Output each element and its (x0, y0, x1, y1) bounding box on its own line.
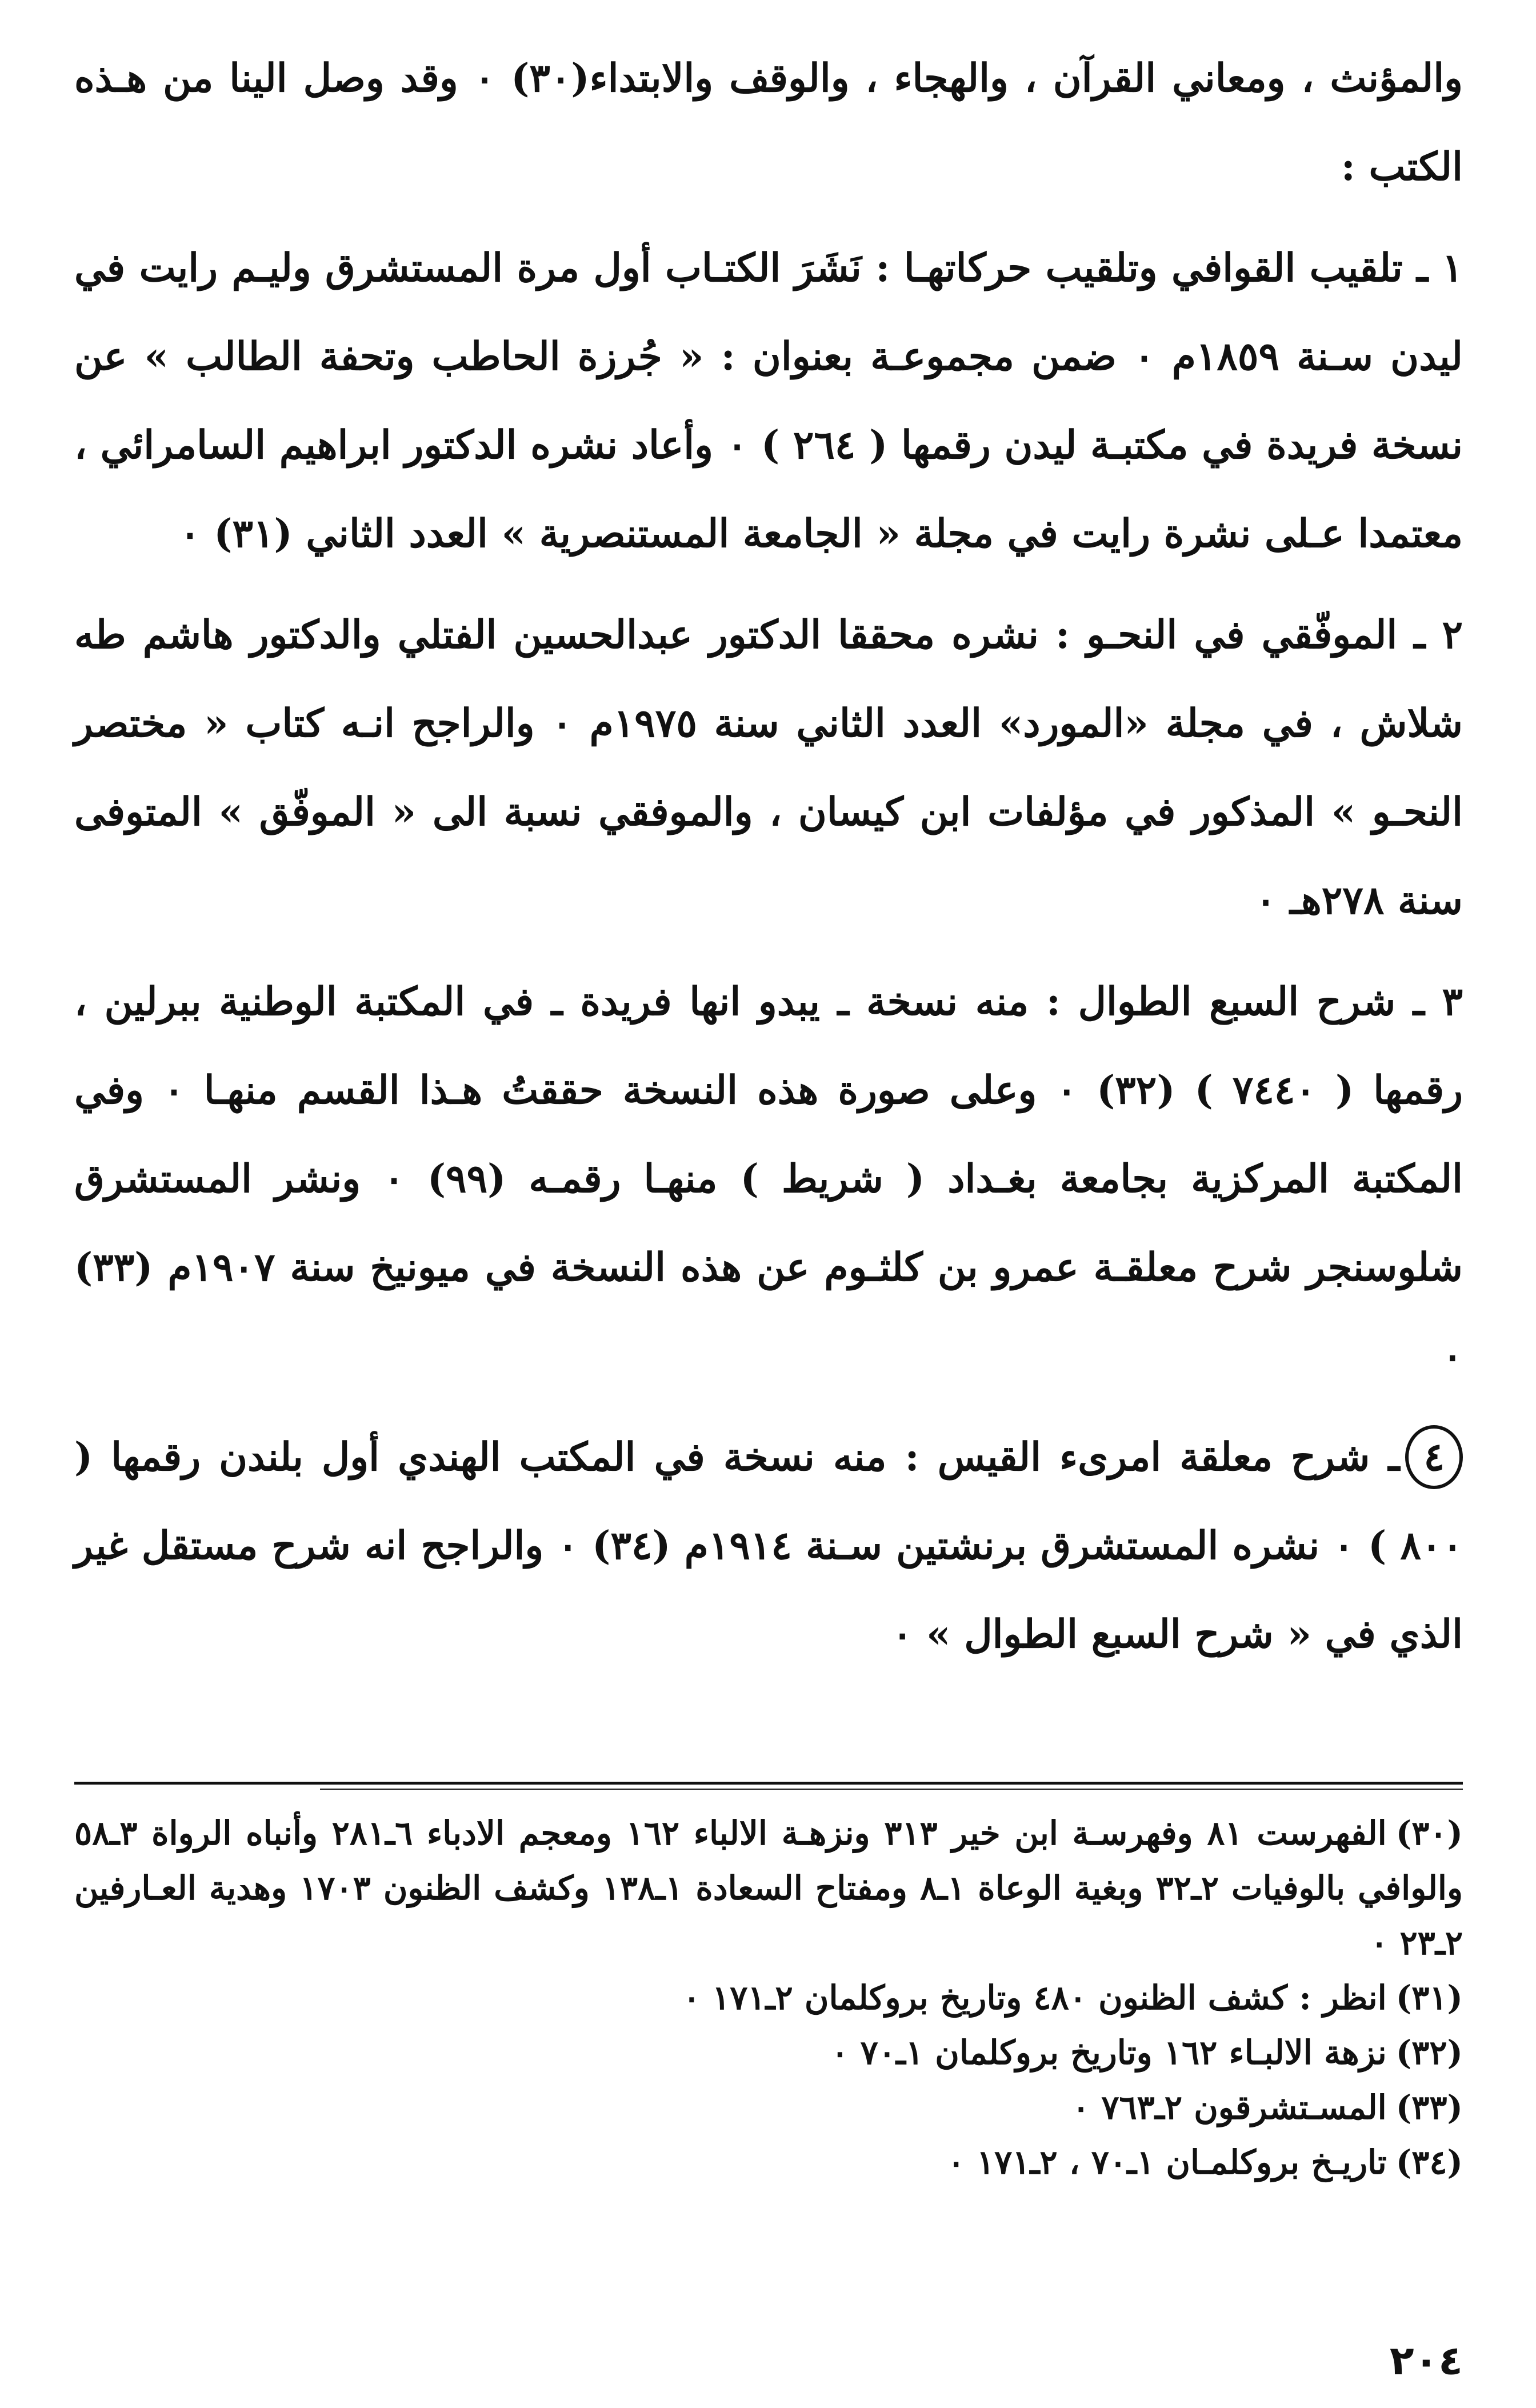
footnote-divider-thin (320, 1789, 1463, 1790)
footnote (74, 1806, 1463, 1970)
footnote (74, 2135, 1463, 2190)
footnote-number: (٣٠) (1395, 1814, 1463, 1853)
paragraph-item-4-text: ـ شرح معلقة امرىء القيس : منه نسخة في المكتب الهندي أول بلندن رقمها ( ٨٠٠ ) ٠ نشره المستشرق برنشتين سـنة ١٩١٤م (٣٤) ٠ والراجح انه شرح مستقل غير الذي في « شرح السبع الطوال » ٠ (74, 1434, 1463, 1657)
footnote (74, 2080, 1463, 2135)
footnote-divider (74, 1782, 1463, 1785)
footnote-number: (٣١) (1395, 1978, 1463, 2017)
footnote-text: تاريـخ بروكلمـان ١ـ٧٠ ، ٢ـ١٧١ ٠ (947, 2143, 1387, 2182)
paragraph-item-1: ١ ـ تلقيب القوافي وتلقيب حركاتهـا : نَشَرَ الكتـاب أول مرة المستشرق وليـم رايت في ليدن سـنة ١٨٥٩م ٠ ضمن مجموعـة بعنوان : « جُرزة الحاطب وتحفة الطالب » عن نسخة فريدة في مكتبـة ليدن رقمها ( ٢٦٤ ) ٠ وأعاد نشره الدكتور ابراهيم السامرائي ، معتمدا عـلى نشرة رايت في مجلة « الجامعة المستنصرية » العدد الثاني (٣١) ٠ (74, 245, 1463, 557)
footnote-number: (٣٤) (1395, 2143, 1463, 2182)
footnote (74, 2025, 1463, 2080)
paragraph-item-4 (74, 1413, 1463, 1679)
circled-item-number: ٤ (1405, 1425, 1463, 1489)
footnote-text: انظر : كشف الظنون ٤٨٠ وتاريخ بروكلمان ٢ـ١٧١ ٠ (682, 1978, 1387, 2017)
footnote-text: الفهرست ٨١ وفهرسـة ابن خير ٣١٣ ونزهـة الالباء ١٦٢ ومعجم الادباء ٦ـ٢٨١ وأنباه الرواة ٣ـ٥٨ والوافي بالوفيات ٢ـ٣٢ وبغية الوعاة ١ـ٨ ومفتاح السعادة ١ـ١٣٨ وكشف الظنون ١٧٠٣ وهدية العـارفين ٢ـ٢٣ ٠ (74, 1814, 1463, 1962)
footnote-text: نزهة الالبـاء ١٦٢ وتاريخ بروكلمان ١ـ٧٠ ٠ (831, 2033, 1387, 2072)
page-number: ٢٠٤ (1389, 2337, 1463, 2384)
footnotes (74, 1806, 1463, 2190)
paragraph-item-3: ٣ ـ شرح السبع الطوال : منه نسخة ـ يبدو انها فريدة ـ في المكتبة الوطنية ببرلين ، رقمها ( ٧٤٤٠ ) (٣٢) ٠ وعلى صورة هذه النسخة حققتُ هـذا القسم منهـا ٠ وفي المكتبة المركزية بجامعة بغـداد ( شريط ) منهـا رقمـه (٩٩) ٠ ونشر المستشرق شلوسنجر شرح معلقـة عمرو بن كلثـوم عن هذه النسخة في ميونيخ سنة ١٩٠٧م (٣٣) ٠ (74, 979, 1463, 1379)
footnote-text: المسـتشرقون ٢ـ٧٦٣ ٠ (1072, 2088, 1387, 2127)
footnote (74, 1970, 1463, 2025)
paragraph-intro: والمؤنث ، ومعاني القرآن ، والهجاء ، والوقف والابتداء(٣٠) ٠ وقد وصل الينا من هـذه الكتب : (74, 55, 1463, 190)
footnote-number: (٣٣) (1395, 2088, 1463, 2127)
footnote-number: (٣٢) (1395, 2033, 1463, 2072)
main-text (74, 34, 1463, 1691)
paragraph-item-2: ٢ ـ الموفّقي في النحـو : نشره محققا الدكتور عبدالحسين الفتلي والدكتور هاشم طه شلاش ، في مجلة «المورد» العدد الثاني سنة ١٩٧٥م ٠ والراجح انـه كتاب « مختصر النحـو » المذكور في مؤلفات ابن كيسان ، والموفقي نسبة الى « الموفّق » المتوفى سنة ٢٧٨هـ ٠ (74, 612, 1463, 923)
